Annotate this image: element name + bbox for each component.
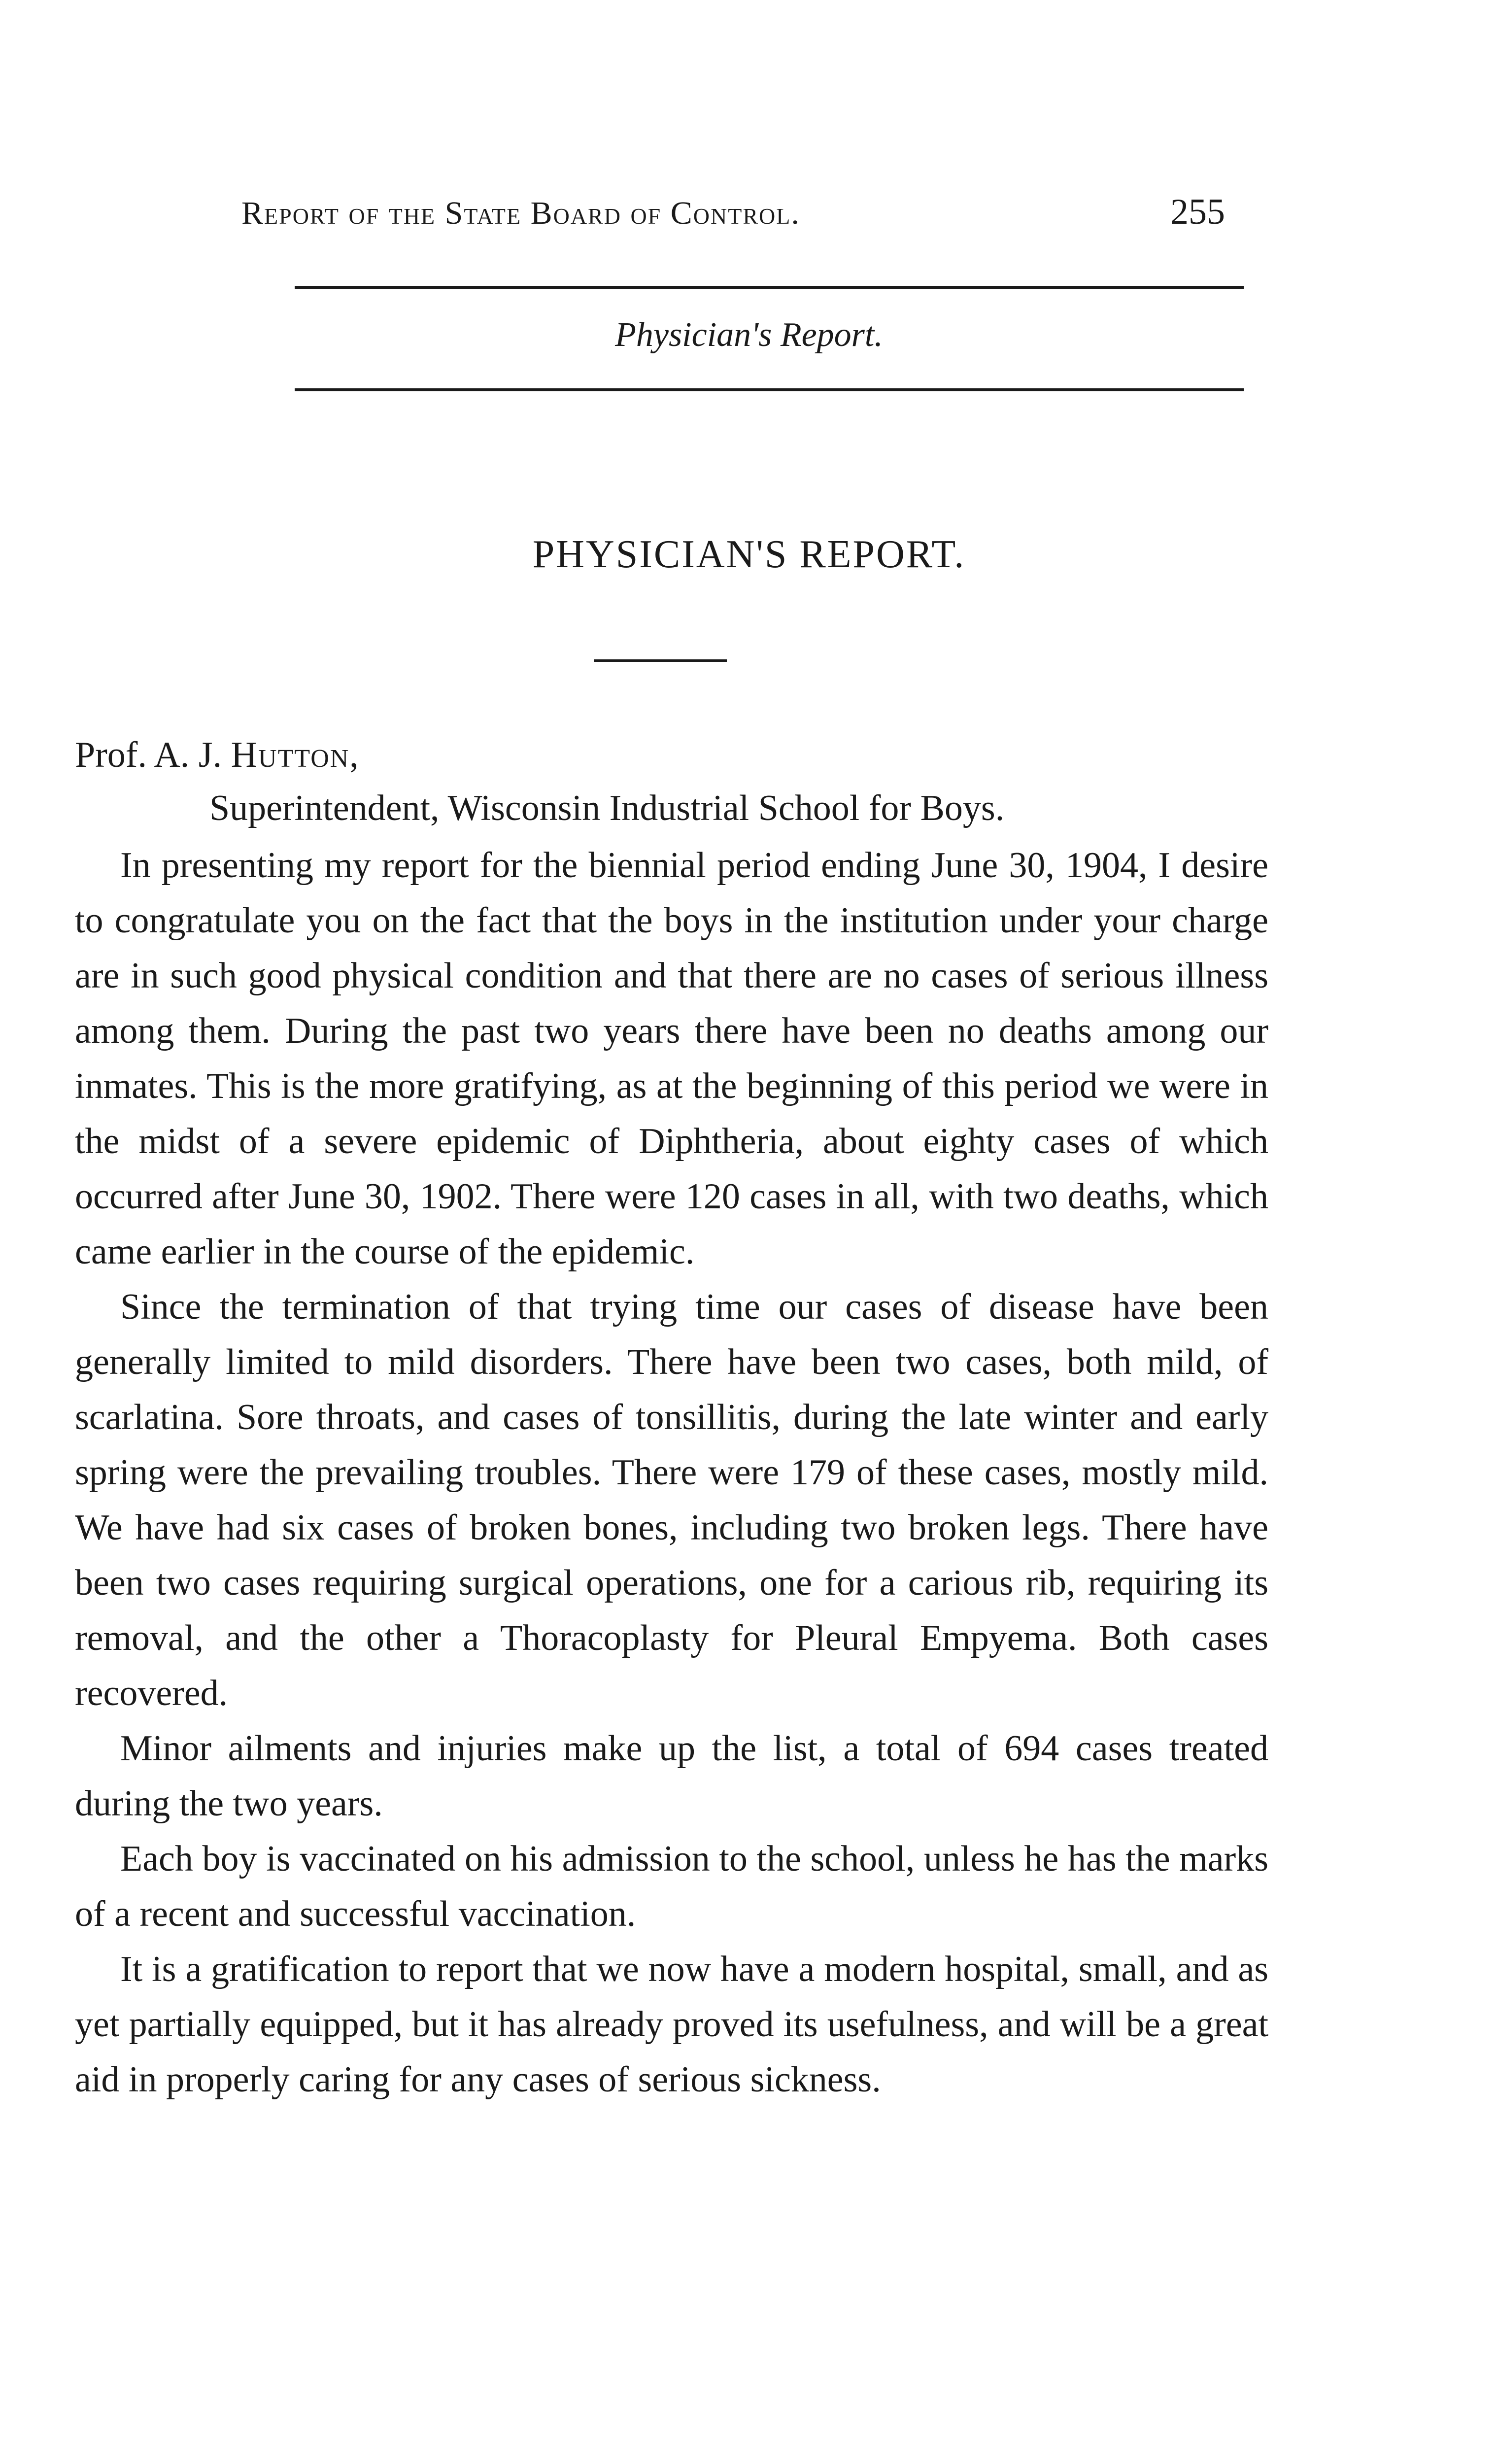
header-rule-bottom bbox=[295, 388, 1244, 391]
report-body bbox=[75, 838, 1268, 2107]
paragraph-5: It is a gratification to report that we now have a modern hospital, small, and as yet partially equipped, but it has already proved its usefulness, and will be a great aid in properly caring for any cases of serious sickness. bbox=[75, 1949, 1268, 2100]
report-title: PHYSICIAN'S REPORT. bbox=[532, 533, 966, 576]
salutation-suffix: , bbox=[349, 735, 359, 775]
paragraph-4: Each boy is vaccinated on his admission to the school, unless he has the marks of a recent and successful vaccination. bbox=[75, 1839, 1268, 1934]
salutation-line bbox=[75, 734, 359, 776]
running-header-title: Report of the State Board of Control. bbox=[241, 195, 800, 231]
paragraph-1: In presenting my report for the biennial period ending June 30, 1904, I desire to congratulate you on the fact that the boys in the institution under your charge are in such good physical condition and that there are no cases of serious illness among them. During the past two years there have been no deaths among our inmates. This is the more gratifying, as at the beginning of this period we were in the midst of a severe epidemic of Diphtheria, about eighty cases of which occurred after June 30, 1902. There were 120 cases in all, with two deaths, which came earlier in the course of the epidemic. bbox=[75, 845, 1268, 1272]
addressee-line: Superintendent, Wisconsin Industrial School for Boys. bbox=[209, 788, 1005, 828]
section-label: Physician's Report. bbox=[615, 316, 883, 354]
paragraph-2: Since the termination of that trying time our cases of disease have been generally limited to mild disorders. There have been two cases, both mild, of scarlatina. Sore throats, and cases of tonsillitis, during the late winter and early spring were the prevailing troubles. There were 179 of these cases, mostly mild. We have had six cases of broken bones, including two broken legs. There have been two cases requiring surgical operations, one for a carious rib, requiring its removal, and the other a Thoracoplasty for Pleural Empyema. Both cases recovered. bbox=[75, 1287, 1268, 1713]
salutation-name: Hutton bbox=[231, 735, 350, 775]
header-rule-top bbox=[295, 286, 1244, 289]
paragraph-3: Minor ailments and injuries make up the list, a total of 694 cases treated during the two years. bbox=[75, 1728, 1268, 1824]
page-number: 255 bbox=[1170, 192, 1225, 232]
salutation-prefix: Prof. A. J. bbox=[75, 735, 231, 775]
title-divider bbox=[594, 659, 727, 662]
